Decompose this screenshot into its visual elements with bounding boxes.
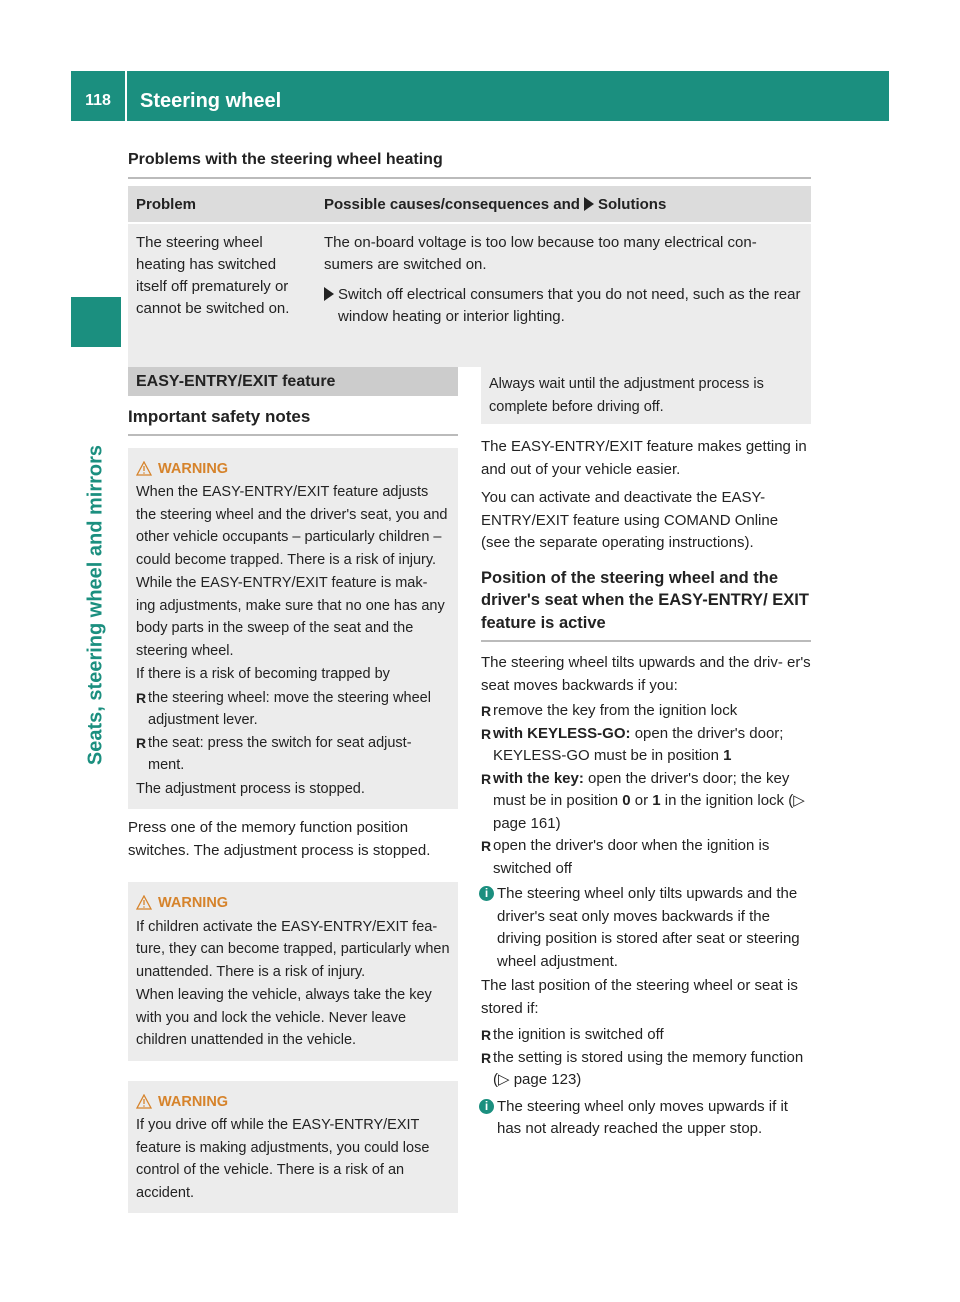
body-text: The last position of the steering wheel or seat is stored if: [481, 977, 798, 1017]
play-arrow-icon [584, 197, 594, 211]
info-icon: i [479, 1099, 494, 1114]
warning-text: When the EASY-ENTRY/EXIT feature adjusts the steering wheel and the driver's seat, you and other vehicle occupants – particularly children – could become trapped. There is a risk of injury. [136, 484, 448, 568]
solution-step: Switch off electrical consumers that you do not need, such as the rear window heating or interior lighting. [324, 284, 808, 328]
warning-text: If you drive off while the EASY-ENTRY/EXIT feature is making adjustments, you could lose control of the vehicle. There is a risk of an accident. [136, 1117, 430, 1201]
info-note: i The steering wheel only tilts upwards and the driver's seat only moves backwards if the driving position is stored after seat or steering wheel adjustment. [481, 883, 811, 973]
warning-text: If there is a risk of becoming trapped by [136, 666, 390, 682]
list-item: R with KEYLESS-GO: open the driver's door; KEYLESS-GO must be in position 1 [481, 724, 784, 764]
body-text: You can activate and deactivate the EASY- ENTRY/EXIT feature using COMAND Online (see the separate operating instructions). [481, 489, 779, 551]
warning-text: If children activate the EASY-ENTRY/EXIT fea- ture, they can become trapped, particularly when unattended. There is a risk of injury. [136, 918, 450, 980]
problem-cell: The steering wheel heating has switched itself off prematurely or cannot be switched on. [136, 234, 290, 317]
warning-text: When leaving the vehicle, always take the key with you and lock the vehicle. Never leave children unattended in the vehicle. [136, 987, 432, 1048]
table-row [128, 224, 811, 367]
warning-heading: WARNING [136, 458, 450, 481]
list-item: R the steering wheel: move the steering wheel adjustment lever. [136, 689, 431, 728]
sidebar-marker [71, 297, 121, 347]
table-header [128, 186, 811, 222]
left-column [128, 367, 458, 1213]
sidebar-section: Seats, steering wheel and mirrors [84, 444, 107, 766]
info-note: i The steering wheel only moves upwards if it has not already reached the upper stop. [481, 1096, 811, 1141]
warning-box [128, 1081, 458, 1214]
warning-box [128, 448, 458, 810]
page-link[interactable]: page 123) [513, 1071, 582, 1088]
section-title: EASY-ENTRY/EXIT feature [128, 367, 458, 396]
solution-cell [324, 232, 808, 328]
list-item: R the seat: press the switch for seat adjust- ment. [136, 734, 412, 773]
list-item: R remove the key from the ignition lock [481, 702, 738, 719]
body-text: Press one of the memory function position switches. The adjustment process is stopped. [128, 819, 431, 859]
page-link[interactable]: page 161) [493, 814, 561, 832]
cause-text: The on-board voltage is too low because too many electrical con- sumers are switched on. [324, 234, 757, 273]
info-icon: i [479, 886, 494, 901]
note-box: Always wait until the adjustment process is complete before driving off. [481, 367, 811, 424]
page-number: 118 [71, 71, 127, 121]
body-text: The steering wheel tilts upwards and the driv- er's seat moves backwards if you: [481, 654, 811, 694]
list-item: R with the key: open the driver's door; the key must be in position 0 or 1 in the ignition lock (▷ page 161) [481, 769, 805, 832]
warning-icon [136, 461, 152, 476]
list-item: R the ignition is switched off [481, 1026, 664, 1043]
page-ref-arrow-icon: ▷ [498, 1071, 510, 1088]
right-column [481, 367, 811, 1141]
header-problem: Problem [136, 196, 197, 213]
play-arrow-icon [324, 287, 334, 301]
divider [128, 177, 811, 179]
problems-table [128, 186, 811, 367]
list-item: R open the driver's door when the ignition is switched off [481, 837, 770, 877]
warning-text: While the EASY-ENTRY/EXIT feature is mak- ing adjustments, make sure that no one has any body parts in the sweep of the seat and the steering wheel. [136, 575, 445, 659]
chapter-title: Steering wheel [140, 90, 282, 112]
page-ref-arrow-icon: ▷ [793, 792, 805, 809]
body-text: The EASY-ENTRY/EXIT feature makes getting in and out of your vehicle easier. [481, 438, 807, 478]
warning-icon [136, 895, 152, 910]
warning-heading: WARNING [136, 892, 450, 915]
warning-box [128, 882, 458, 1061]
header-solutions: Possible causes/consequences and Solutions [324, 196, 667, 213]
warning-text: The adjustment process is stopped. [136, 780, 365, 797]
sidebar [71, 142, 121, 1192]
warning-icon [136, 1094, 152, 1109]
subheading: Position of the steering wheel and the driver's seat when the EASY-ENTRY/ EXIT feature is active [481, 567, 811, 643]
subheading: Important safety notes [128, 406, 458, 436]
problems-heading: Problems with the steering wheel heating [128, 151, 443, 168]
warning-heading: WARNING [136, 1091, 450, 1114]
list-item: R the setting is stored using the memory function (▷ page 123) [481, 1048, 804, 1088]
